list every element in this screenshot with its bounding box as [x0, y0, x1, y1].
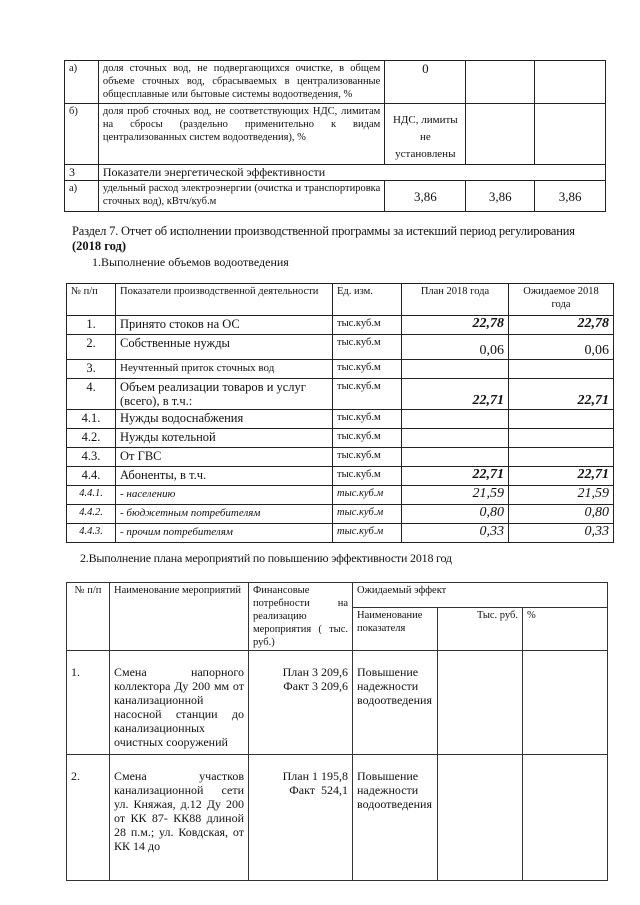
row-number: 4.4.3.: [67, 524, 116, 543]
value-cell: 3,86: [466, 181, 535, 212]
row-number: 4.2.: [67, 429, 116, 448]
subsection-title: 2.Выполнение плана мероприятий по повышению эффективности 2018 год: [80, 551, 452, 565]
table-row: [67, 316, 614, 335]
row-expected: [509, 360, 614, 379]
value-cell: 3,86: [385, 181, 466, 212]
section-year: (2018 год): [72, 239, 127, 253]
plan-value: План 3 209,6: [282, 665, 348, 679]
row-number: 4.4.2.: [67, 505, 116, 524]
row-plan: 0,06: [402, 335, 509, 360]
row-number: 1.: [67, 651, 110, 755]
table-row: [67, 755, 608, 881]
row-name: Собственные нужды: [116, 335, 333, 360]
header-name: Наименование мероприятий: [110, 583, 249, 651]
row-number: 2.: [67, 335, 116, 360]
header-finance: Финансовые потребности на реализацию мероприятия ( тыс. руб.): [249, 583, 353, 651]
row-unit: тыс.куб.м: [333, 429, 402, 448]
row-plan: 0,33: [402, 524, 509, 543]
row-unit: тыс.куб.м: [333, 410, 402, 429]
row-expected: 22,71: [509, 379, 614, 410]
table-row: [67, 410, 614, 429]
row-name: Абоненты, в т.ч.: [116, 467, 333, 486]
value-cell: 3,86: [535, 181, 606, 212]
row-unit: тыс.куб.м: [333, 316, 402, 335]
row-unit: тыс.куб.м: [333, 448, 402, 467]
header-indicator: Показатели производственной деятельности: [116, 284, 333, 316]
section-title: [72, 224, 612, 254]
row-number: 4.3.: [67, 448, 116, 467]
row-name: - прочим потребителям: [116, 524, 333, 543]
table-row: [67, 335, 614, 360]
row-plan: 22,71: [402, 379, 509, 410]
row-indicator: Повышение надежности водоотведения: [353, 651, 438, 755]
header-number: № п/п: [67, 284, 116, 316]
header-pct: %: [523, 608, 608, 651]
header-expected: Ожидаемое 2018 года: [509, 284, 614, 316]
row-expected: 22,78: [509, 316, 614, 335]
row-plan: [402, 448, 509, 467]
row-expected: 0,06: [509, 335, 614, 360]
fact-value: Факт 524,1: [289, 783, 348, 797]
row-indicator: Повышение надежности водоотведения: [353, 755, 438, 881]
value-cell: НДС, лимиты не установлены: [385, 104, 466, 165]
efficiency-indicators-table: [64, 60, 606, 212]
table-row: [67, 467, 614, 486]
value-cell: [535, 104, 606, 165]
row-plan: [402, 429, 509, 448]
table-header-row: [67, 583, 608, 608]
row-number: 3.: [67, 360, 116, 379]
header-rub: Тыс. руб.: [438, 608, 523, 651]
row-name: Принято стоков на ОС: [116, 316, 333, 335]
row-pct: [523, 755, 608, 881]
row-plan: 21,59: [402, 486, 509, 505]
table-row: [65, 165, 606, 181]
row-expected: [509, 410, 614, 429]
table-row: [67, 505, 614, 524]
wastewater-volume-table: [66, 283, 614, 543]
row-unit: тыс.куб.м: [333, 335, 402, 360]
value-cell: [466, 104, 535, 165]
row-expected: [509, 448, 614, 467]
row-unit: тыс.куб.м: [333, 524, 402, 543]
row-expected: 21,59: [509, 486, 614, 505]
indicator-text: доля проб сточных вод, не соответствующих НДС, лимитам на сбросы (раздельно применительно к видам централизованных систем водоотведения), %: [98, 104, 384, 165]
row-name: Объем реализации товаров и услуг (всего), в т.ч.:: [116, 379, 333, 410]
row-name: От ГВС: [116, 448, 333, 467]
row-finance: [249, 755, 353, 881]
row-number: 4.4.: [67, 467, 116, 486]
header-unit: Ед. изм.: [333, 284, 402, 316]
row-expected: 22,71: [509, 467, 614, 486]
header-number: № п/п: [67, 583, 110, 651]
row-expected: 0,33: [509, 524, 614, 543]
value-cell: [535, 61, 606, 104]
efficiency-measures-table: [66, 582, 608, 881]
row-name: - населению: [116, 486, 333, 505]
row-plan: 22,78: [402, 316, 509, 335]
header-effect: Ожидаемый эффект: [353, 583, 608, 608]
table-row: [67, 486, 614, 505]
value-cell: [466, 61, 535, 104]
table-row: [65, 61, 606, 104]
row-number: 1.: [67, 316, 116, 335]
table-row: [67, 429, 614, 448]
row-name: - бюджетным потребителям: [116, 505, 333, 524]
row-number: 4.4.1.: [67, 486, 116, 505]
table-row: [67, 448, 614, 467]
row-unit: тыс.куб.м: [333, 467, 402, 486]
row-expected: 0,80: [509, 505, 614, 524]
table-row: [67, 524, 614, 543]
table-row: [67, 379, 614, 410]
header-indicator: Наименование показателя: [353, 608, 438, 651]
plan-value: План 1 195,8: [282, 769, 348, 783]
row-number: 2.: [67, 755, 110, 881]
row-name: Неучтенный приток сточных вод: [116, 360, 333, 379]
row-number: 4.: [67, 379, 116, 410]
indicator-text: удельный расход электроэнергии (очистка и транспортировка сточных вод), кВтч/куб.м: [98, 181, 384, 212]
table-row: [65, 104, 606, 165]
fact-value: Факт 3 209,6: [283, 679, 348, 693]
row-unit: тыс.куб.м: [333, 486, 402, 505]
row-unit: тыс.куб.м: [333, 379, 402, 410]
row-number: б): [65, 104, 99, 165]
row-finance: [249, 651, 353, 755]
row-name: Нужды водоснабжения: [116, 410, 333, 429]
row-unit: тыс.куб.м: [333, 505, 402, 524]
section-heading: Показатели энергетической эффективности: [98, 165, 605, 181]
value-cell: 0: [385, 61, 466, 104]
row-pct: [523, 651, 608, 755]
section-title-text: Раздел 7. Отчет об исполнении производственной программы за истекший период регулирования: [72, 224, 575, 238]
row-rub: [438, 755, 523, 881]
row-expected: [509, 429, 614, 448]
indicator-text: доля сточных вод, не подвергающихся очистке, в общем объеме сточных вод, сбрасываемых в централизованные общесплавные или бытовые системы водоотведения, %: [98, 61, 384, 104]
row-unit: тыс.куб.м: [333, 360, 402, 379]
row-number: 3: [65, 165, 99, 181]
row-plan: [402, 360, 509, 379]
row-rub: [438, 651, 523, 755]
row-name: Смена участков канализационной сети ул. Княжая, д.12 Ду 200 от КК 87- КК88 длиной 28 п.м.; ул. Ковдская, от КК 14 до: [110, 755, 249, 881]
row-number: а): [65, 61, 99, 104]
table-row: [67, 651, 608, 755]
table-row: [67, 360, 614, 379]
subsection-title: 1.Выполнение объемов водоотведения: [92, 255, 289, 269]
row-plan: 22,71: [402, 467, 509, 486]
row-number: 4.1.: [67, 410, 116, 429]
row-number: а): [65, 181, 99, 212]
row-plan: 0,80: [402, 505, 509, 524]
table-row: [65, 181, 606, 212]
row-name: Смена напорного коллектора Ду 200 мм от канализационной насосной станции до канализационных очистных сооружений: [110, 651, 249, 755]
row-plan: [402, 410, 509, 429]
row-name: Нужды котельной: [116, 429, 333, 448]
header-plan: План 2018 года: [402, 284, 509, 316]
table-header-row: [67, 284, 614, 316]
